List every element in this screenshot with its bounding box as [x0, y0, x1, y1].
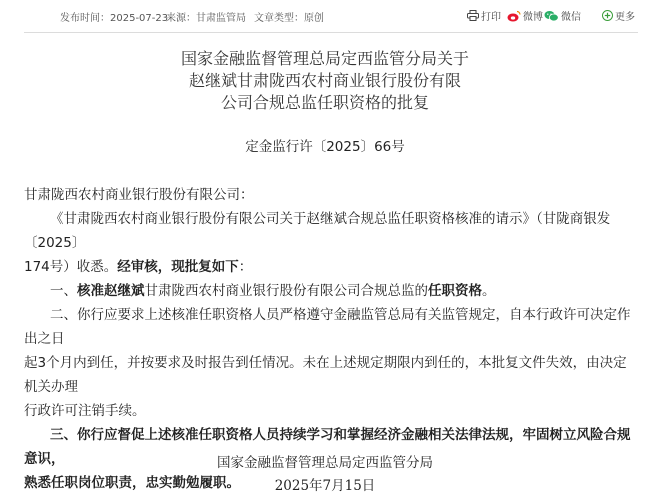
- printer-icon: [467, 10, 479, 21]
- publish-time: 发布时间：2025-07-23: [60, 13, 169, 24]
- item-2: [24, 303, 638, 423]
- item2-line-b: 起3个月内到任，并按要求及时报告到任情况。未在上述规定期限内到任的，本批复文件失效，由决定机关办理: [24, 355, 627, 395]
- issuer-signature: 国家金融监督管理总局定西监管分局: [217, 455, 433, 471]
- intro-text-b: 174号）收悉。: [24, 259, 118, 275]
- wechat-label: 微信: [561, 12, 581, 23]
- intro-text-a: 《甘肃陇西农村商业银行股份有限公司关于赵继斌合规总监任职资格核准的请示》（甘陇商银发〔2025〕: [24, 211, 611, 251]
- item2-line-a: 二、你行应要求上述核准任职资格人员严格遵守金融监管总局有关监管规定，自本行政许可决定作出之日: [24, 307, 631, 347]
- item1-prefix: 一、: [50, 283, 77, 299]
- plus-icon: [602, 10, 613, 21]
- weibo-share-button[interactable]: [507, 8, 543, 23]
- more-label: 更多: [615, 12, 635, 23]
- issue-date: 2025年7月15日: [274, 478, 376, 494]
- intro-end: ：: [238, 259, 253, 275]
- article-title-line-1: 国家金融监督管理总局定西监管分局关于: [180, 49, 469, 68]
- item3-line-a: 三、你行应督促上述核准任职资格人员持续学习和掌握经济金融相关法律法规，牢固树立风险合规意识，: [24, 427, 631, 467]
- item2-line-c: 行政许可注销手续。: [24, 403, 146, 419]
- article-type: 文章类型：原创: [254, 13, 324, 24]
- article-meta-bar: [24, 0, 638, 33]
- weibo-label: 微博: [523, 12, 543, 23]
- intro-bold: 经审核，现批复如下: [117, 259, 239, 275]
- document-number: 定金监行许〔2025〕66号: [245, 139, 405, 155]
- print-label: 打印: [481, 12, 501, 23]
- wechat-share-button[interactable]: [544, 8, 581, 23]
- item1-end: 。: [482, 283, 496, 299]
- item-1: [24, 279, 638, 303]
- item1-bold-2: 任职资格: [428, 283, 482, 299]
- wechat-icon: [544, 10, 559, 22]
- item1-mid: 甘肃陇西农村商业银行股份有限公司合规总监的: [144, 283, 428, 299]
- article-title-line-2: 赵继斌甘肃陇西农村商业银行股份有限: [188, 71, 461, 90]
- salutation: 甘肃陇西农村商业银行股份有限公司：: [24, 187, 254, 203]
- print-button[interactable]: [467, 8, 501, 23]
- item1-bold-1: 核准赵继斌: [77, 283, 145, 299]
- article-title-line-3: 公司合规总监任职资格的批复: [220, 93, 429, 112]
- more-share-button[interactable]: [602, 8, 635, 23]
- intro-paragraph: [24, 207, 638, 279]
- item3-line-b: 熟悉任职岗位职责，忠实勤勉履职。: [24, 475, 240, 491]
- weibo-icon: [507, 10, 521, 22]
- article-source: 来源：甘肃监管局: [166, 13, 246, 24]
- document-body: [24, 183, 638, 495]
